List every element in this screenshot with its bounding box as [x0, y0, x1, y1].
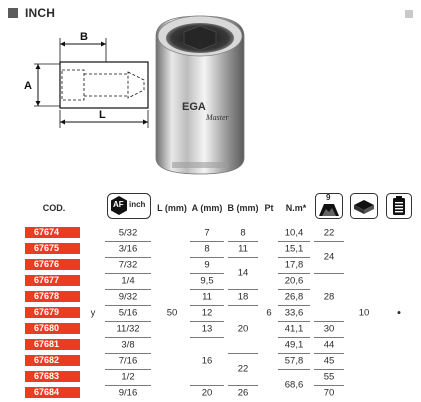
a-row-rule — [190, 337, 224, 338]
a-row-rule — [190, 321, 224, 322]
torque-value: 10,4 — [284, 227, 304, 239]
torque-value: 17,8 — [284, 259, 304, 271]
diagram-label-l: L — [99, 109, 106, 121]
weight-value: 24 — [323, 251, 335, 263]
a-row-rule — [190, 273, 224, 274]
a-value: 8 — [204, 243, 210, 255]
a-row-rule — [190, 241, 224, 242]
b-row-rule — [228, 289, 258, 290]
weight-value: 28 — [323, 291, 335, 303]
size-value: 9/32 — [118, 291, 138, 303]
cod-cell: 67677 — [25, 275, 80, 286]
weight-value: 22 — [323, 227, 335, 239]
cod-cell: 67680 — [25, 323, 80, 334]
size-value: 1/4 — [121, 275, 135, 287]
size-row-rule — [105, 385, 151, 386]
torque-row-rule — [278, 305, 310, 306]
af-badge: AF — [113, 200, 124, 209]
weight-icon — [315, 193, 343, 219]
weight-row-rule — [314, 337, 344, 338]
a-row-rule — [190, 305, 224, 306]
size-value: 3/8 — [121, 339, 135, 351]
weight-row-rule — [314, 353, 344, 354]
torque-value: 15,1 — [284, 243, 304, 255]
a-value: 9 — [204, 259, 210, 271]
a-row-rule — [190, 257, 224, 258]
b-row-rule — [228, 241, 258, 242]
torque-row-rule — [278, 337, 310, 338]
socket-script-text: Master — [206, 113, 229, 122]
weight-row-rule — [314, 241, 344, 242]
socket-brand-text: EGA — [182, 101, 206, 113]
a-row-rule — [190, 289, 224, 290]
torque-value: 26,8 — [284, 291, 304, 303]
availability-dot: ● — [396, 309, 402, 317]
cod-cell: 67675 — [25, 243, 80, 254]
weight-row-rule — [314, 321, 344, 322]
size-row-rule — [105, 241, 151, 242]
size-value: 3/16 — [118, 243, 138, 255]
torque-row-rule — [278, 353, 310, 354]
a-value: 16 — [201, 355, 213, 367]
torque-value: 68,6 — [284, 379, 304, 391]
torque-value: 49,1 — [284, 339, 304, 351]
weight-icon-value: 9 — [326, 193, 331, 202]
size-row-rule — [105, 369, 151, 370]
size-row-rule — [105, 321, 151, 322]
weight-row-rule — [314, 273, 344, 274]
cod-cell: 67683 — [25, 371, 80, 382]
a-value: 12 — [201, 307, 213, 319]
torque-row-rule — [278, 241, 310, 242]
size-row-rule — [105, 305, 151, 306]
shared-y-value: y — [90, 307, 96, 319]
torque-value: 57,8 — [284, 355, 304, 367]
torque-row-rule — [278, 273, 310, 274]
cod-cell: 67674 — [25, 227, 80, 238]
package-qty-icon — [386, 193, 412, 219]
size-row-rule — [105, 289, 151, 290]
a-value: 11 — [202, 291, 212, 303]
torque-value: 20,6 — [284, 275, 304, 287]
col-header-b: B (mm) — [227, 203, 259, 213]
size-row-rule — [105, 353, 151, 354]
torque-row-rule — [278, 289, 310, 290]
a-value: 13 — [201, 323, 213, 335]
a-value: 20 — [201, 387, 213, 399]
b-value: 14 — [237, 267, 249, 279]
weight-row-rule — [314, 385, 344, 386]
weight-value: 45 — [323, 355, 335, 367]
col-header-pt: Pt — [264, 203, 274, 213]
shared-pt-value: 6 — [266, 307, 272, 319]
a-value: 7 — [204, 227, 210, 239]
box-icon — [350, 193, 378, 219]
af-inch-header — [107, 193, 151, 219]
b-value: 22 — [237, 363, 249, 375]
torque-row-rule — [278, 369, 310, 370]
section-title: INCH — [25, 6, 56, 20]
torque-value: 41,1 — [284, 323, 304, 335]
weight-value: 70 — [323, 387, 335, 399]
weight-value: 44 — [323, 339, 335, 351]
a-row-rule — [190, 385, 224, 386]
size-value: 5/32 — [118, 227, 138, 239]
b-value: 18 — [237, 291, 249, 303]
cod-cell: 67679 — [25, 307, 80, 318]
col-header-torque: N.m* — [285, 203, 307, 213]
size-row-rule — [105, 273, 151, 274]
cod-cell: 67684 — [25, 387, 80, 398]
weight-row-rule — [314, 369, 344, 370]
diagram-label-b: B — [80, 31, 88, 43]
size-value: 7/16 — [118, 355, 138, 367]
b-value: 20 — [237, 323, 249, 335]
b-value: 8 — [240, 227, 246, 239]
torque-row-rule — [278, 321, 310, 322]
weight-value: 55 — [323, 371, 335, 383]
af-unit-label: inch — [129, 200, 146, 209]
cod-cell: 67682 — [25, 355, 80, 366]
size-value: 7/32 — [118, 259, 138, 271]
cod-cell: 67678 — [25, 291, 80, 302]
size-value: 11/32 — [116, 323, 140, 335]
col-header-a: A (mm) — [191, 203, 223, 213]
b-row-rule — [228, 353, 258, 354]
b-value: 11 — [238, 243, 248, 255]
size-value: 9/16 — [118, 387, 138, 399]
weight-value: 30 — [323, 323, 335, 335]
size-row-rule — [105, 257, 151, 258]
size-value: 5/16 — [118, 307, 138, 319]
size-value: 1/2 — [121, 371, 135, 383]
size-row-rule — [105, 337, 151, 338]
b-row-rule — [228, 385, 258, 386]
a-value: 9,5 — [200, 275, 214, 287]
shared-l-value: 50 — [166, 307, 178, 319]
b-value: 26 — [237, 387, 249, 399]
b-row-rule — [228, 305, 258, 306]
cod-cell: 67681 — [25, 339, 80, 350]
col-header-l: L (mm) — [157, 203, 187, 213]
col-header-cod: COD. — [42, 203, 66, 213]
shared-pack-value: 10 — [358, 307, 370, 319]
torque-value: 33,6 — [284, 307, 304, 319]
diagram-label-a: A — [24, 80, 32, 92]
cod-cell: 67676 — [25, 259, 80, 270]
torque-row-rule — [278, 257, 310, 258]
b-row-rule — [228, 257, 258, 258]
